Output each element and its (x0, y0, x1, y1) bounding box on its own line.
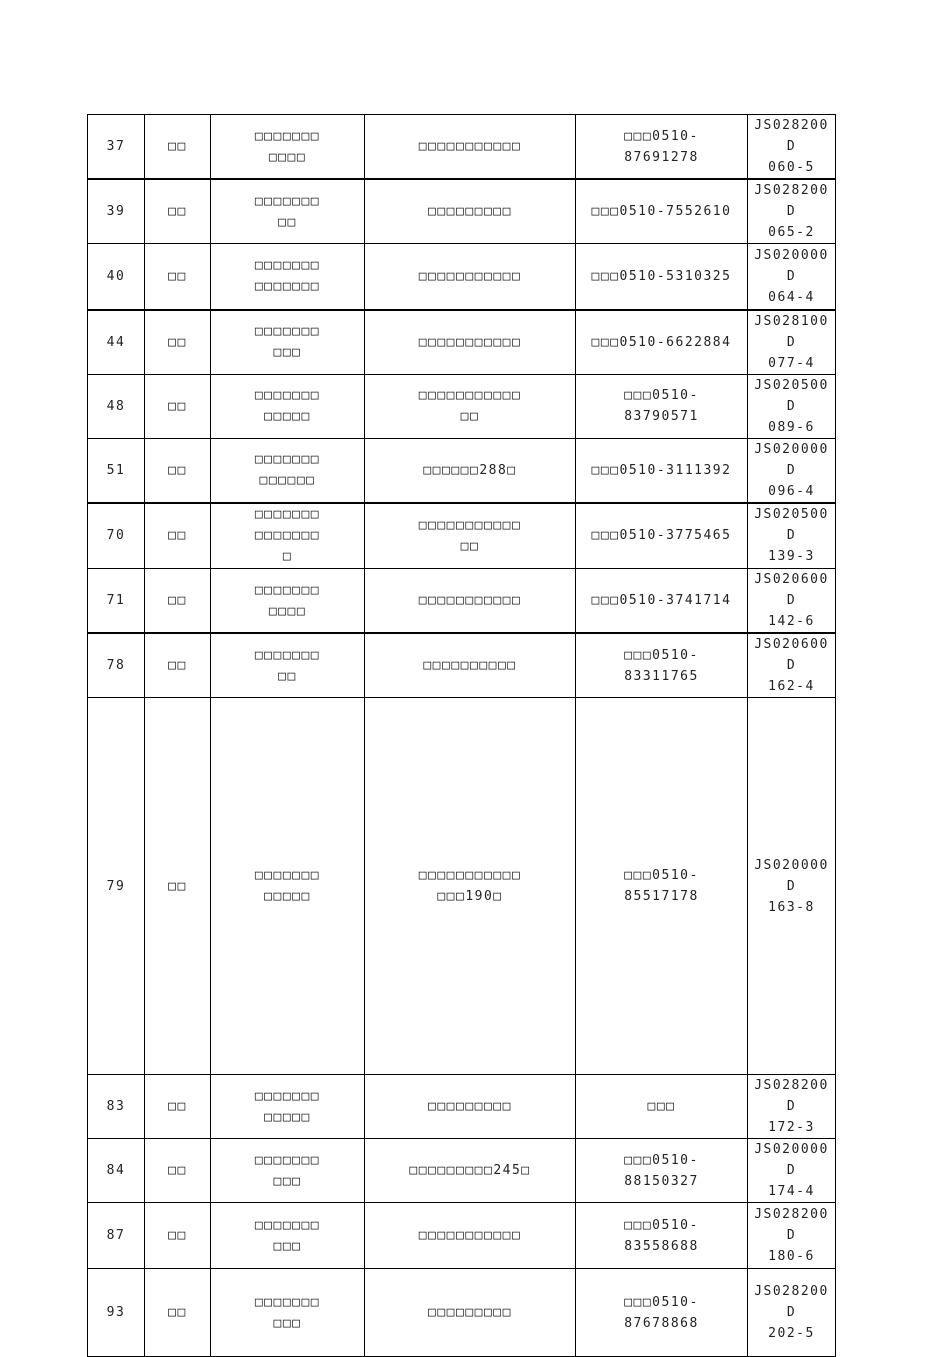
row-code: JS020000D 163-8 (748, 698, 836, 1075)
row-code: JS028100D 077-4 (748, 310, 836, 375)
row-code: JS028200D 172-3 (748, 1075, 836, 1139)
row-telephone: □□□0510-5310325 (576, 244, 748, 310)
row-code: JS028200D 060-5 (748, 115, 836, 180)
row-number: 70 (88, 503, 145, 569)
row-unit-name: □□□□□□□ □□ (211, 633, 365, 698)
row-address: □□□□□□□□□245□ (365, 1139, 576, 1203)
row-type: □□ (145, 1139, 211, 1203)
row-unit-name: □□□□□□□ □□□□□□ (211, 438, 365, 503)
row-number: 37 (88, 115, 145, 180)
table-row (88, 698, 836, 1075)
row-number: 87 (88, 1203, 145, 1269)
row-telephone: □□□0510- 83558688 (576, 1203, 748, 1269)
table-row (88, 179, 836, 244)
row-telephone: □□□0510- 85517178 (576, 698, 748, 1075)
row-address: □□□□□□□□□□□ (365, 310, 576, 375)
row-code: JS020000D 096-4 (748, 438, 836, 503)
row-unit-name: □□□□□□□ □□□□ (211, 569, 365, 634)
row-type: □□ (145, 179, 211, 244)
row-telephone: □□□0510-6622884 (576, 310, 748, 375)
row-telephone: □□□0510- 83311765 (576, 633, 748, 698)
row-number: 51 (88, 438, 145, 503)
row-unit-name: □□□□□□□ □□□□□ (211, 698, 365, 1075)
row-unit-name: □□□□□□□ □□□ (211, 1203, 365, 1269)
row-number: 44 (88, 310, 145, 375)
row-telephone: □□□0510- 83790571 (576, 374, 748, 438)
row-address: □□□□□□288□ (365, 438, 576, 503)
row-type: □□ (145, 374, 211, 438)
row-type: □□ (145, 569, 211, 634)
row-code: JS020600D 142-6 (748, 569, 836, 634)
row-type: □□ (145, 633, 211, 698)
row-code: JS028200D 065-2 (748, 179, 836, 244)
row-telephone: □□□0510-7552610 (576, 179, 748, 244)
row-address: □□□□□□□□□□□ (365, 115, 576, 180)
row-type: □□ (145, 438, 211, 503)
row-number: 83 (88, 1075, 145, 1139)
row-unit-name: □□□□□□□ □□□□ (211, 115, 365, 180)
row-address: □□□□□□□□□□□ (365, 244, 576, 310)
table-row (88, 310, 836, 375)
row-address: □□□□□□□□□ (365, 1075, 576, 1139)
row-telephone: □□□0510- 87691278 (576, 115, 748, 180)
row-telephone: □□□0510-3111392 (576, 438, 748, 503)
row-number: 40 (88, 244, 145, 310)
row-telephone: □□□0510- 87678868 (576, 1269, 748, 1357)
table-row (88, 1203, 836, 1269)
row-number: 93 (88, 1269, 145, 1357)
table-row (88, 1139, 836, 1203)
table-row (88, 374, 836, 438)
unit-table (87, 114, 836, 1357)
row-telephone: □□□0510-3775465 (576, 503, 748, 569)
row-code: JS020500D 139-3 (748, 503, 836, 569)
table-row (88, 633, 836, 698)
table-row (88, 1269, 836, 1357)
table-row (88, 1075, 836, 1139)
row-unit-name: □□□□□□□ □□□□□ (211, 1075, 365, 1139)
row-number: 78 (88, 633, 145, 698)
row-address: □□□□□□□□□□□ (365, 569, 576, 634)
row-type: □□ (145, 503, 211, 569)
row-type: □□ (145, 1075, 211, 1139)
row-number: 39 (88, 179, 145, 244)
row-unit-name: □□□□□□□ □□□□□ (211, 374, 365, 438)
row-code: JS020500D 089-6 (748, 374, 836, 438)
row-code: JS028200D 202-5 (748, 1269, 836, 1357)
row-number: 79 (88, 698, 145, 1075)
row-address: □□□□□□□□□□□ (365, 1203, 576, 1269)
row-code: JS020000D 174-4 (748, 1139, 836, 1203)
row-unit-name: □□□□□□□ □□□□□□□ (211, 244, 365, 310)
row-telephone: □□□0510-3741714 (576, 569, 748, 634)
row-type: □□ (145, 1203, 211, 1269)
row-code: JS020600D 162-4 (748, 633, 836, 698)
row-unit-name: □□□□□□□ □□□□□□□ □ (211, 503, 365, 569)
table-row (88, 438, 836, 503)
row-address: □□□□□□□□□□□ □□ (365, 503, 576, 569)
table-row (88, 503, 836, 569)
row-unit-name: □□□□□□□ □□□ (211, 310, 365, 375)
row-type: □□ (145, 310, 211, 375)
row-address: □□□□□□□□□ (365, 179, 576, 244)
row-code: JS020000D 064-4 (748, 244, 836, 310)
row-address: □□□□□□□□□□□ □□ (365, 374, 576, 438)
row-number: 48 (88, 374, 145, 438)
table-row (88, 569, 836, 634)
row-address: □□□□□□□□□ (365, 1269, 576, 1357)
table-row (88, 244, 836, 310)
row-unit-name: □□□□□□□ □□□ (211, 1139, 365, 1203)
row-address: □□□□□□□□□□ (365, 633, 576, 698)
row-type: □□ (145, 115, 211, 180)
row-type: □□ (145, 1269, 211, 1357)
row-address: □□□□□□□□□□□ □□□190□ (365, 698, 576, 1075)
row-type: □□ (145, 698, 211, 1075)
row-unit-name: □□□□□□□ □□ (211, 179, 365, 244)
row-unit-name: □□□□□□□ □□□ (211, 1269, 365, 1357)
row-type: □□ (145, 244, 211, 310)
row-code: JS028200D 180-6 (748, 1203, 836, 1269)
row-number: 84 (88, 1139, 145, 1203)
row-telephone: □□□0510- 88150327 (576, 1139, 748, 1203)
row-telephone: □□□ (576, 1075, 748, 1139)
row-number: 71 (88, 569, 145, 634)
table-row (88, 115, 836, 180)
